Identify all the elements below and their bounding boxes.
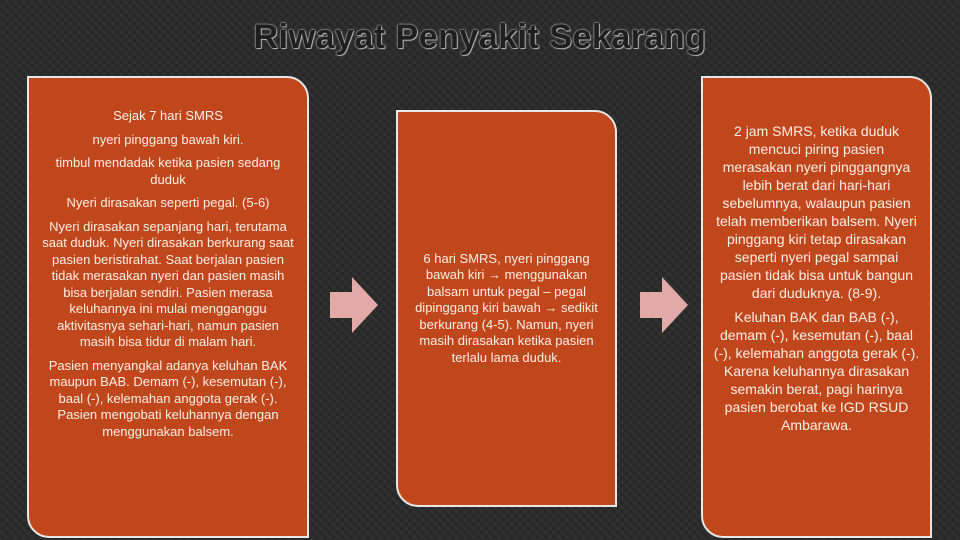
- box1-line-1: Sejak 7 hari SMRS: [113, 108, 223, 123]
- box1-line-3: timbul mendadak ketika pasien sedang duduk: [55, 155, 281, 187]
- box3-line-2: Keluhan BAK dan BAB (-), demam (-), kesemutan (-), baal (-), kelemahan anggota gerak (-). Karena keluhannya dirasakan semakin berat, pagi harinya pasien berobat ke IGD RSUD Ambarawa.: [713, 309, 920, 433]
- history-box-2-hours: [701, 76, 932, 538]
- history-box-6-days: [396, 110, 617, 507]
- box1-line-5: Nyeri dirasakan sepanjang hari, terutama saat duduk. Nyeri dirasakan berkurang saat pasien beristirahat. Saat berjalan pasien tidak merasakan nyeri dan pasien masih bisa berjalan sendiri. Pasien merasa keluhannya ini mulai mengganggu aktivitasnya sehari-hari, namun pasien masih bisa tidur di malam hari.: [42, 218, 294, 349]
- history-box-7-days: [27, 76, 309, 538]
- box1-line-4: Nyeri dirasakan seperti pegal. (5-6): [66, 195, 270, 210]
- arrow-right-icon: [640, 277, 688, 333]
- slide-title: Riwayat Penyakit Sekarang: [253, 18, 707, 56]
- box3-line-1: 2 jam SMRS, ketika duduk mencuci piring pasien merasakan nyeri pinggangnya lebih berat dari hari-hari sebelumnya, walaupun pasien telah memberikan balsem. Nyeri pinggang kiri tetap dirasakan seperti nyeri pegal sampai pasien tidak bisa untuk bangun dari duduknya. (8-9).: [716, 123, 917, 301]
- box1-line-2: nyeri pinggang bawah kiri.: [92, 131, 244, 147]
- arrow-right-icon: [330, 277, 378, 333]
- box1-line-6: Pasien menyangkal adanya keluhan BAK maupun BAB. Demam (-), kesemutan (-), baal (-), kelemahan anggota gerak (-). Pasien mengobati keluhannya dengan menggunakan balsem.: [48, 357, 288, 439]
- box2-text: 6 hari SMRS, nyeri pinggang bawah kiri → menggunakan balsam untuk pegal – pegal dipinggang kiri bawah → sedikit berkurang (4-5). Namun, nyeri masih dirasakan ketika pasien terlalu lama duduk.: [415, 250, 598, 365]
